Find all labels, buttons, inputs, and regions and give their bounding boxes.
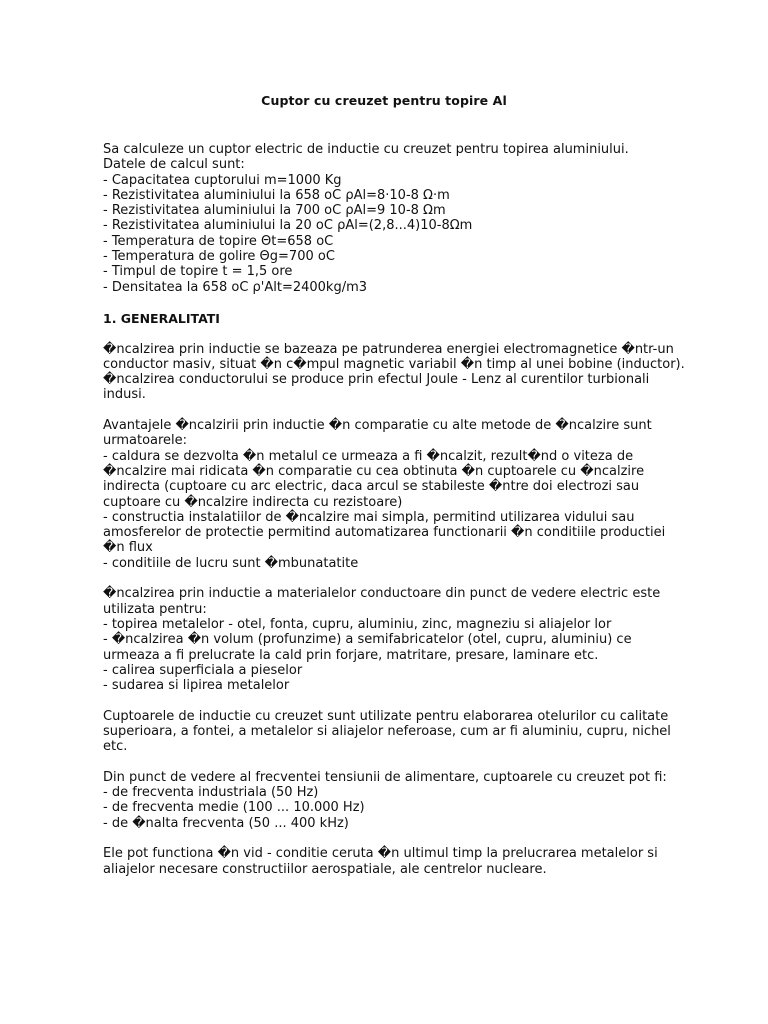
text-line: superioara, a fontei, a metalelor si aliajelor neferoase, cum ar fi aluminiu, cupru, nichel [103, 723, 671, 739]
paragraph [103, 342, 703, 403]
text-line: cuptoare cu �ncalzire indirecta cu rezistoare) [103, 494, 403, 510]
text-line: conductor masiv, situat �n c�mpul magnetic variabil �n timp al unei bobine (inductor). [103, 356, 685, 372]
list-item: - Capacitatea cuptorului m=1000 Kg [103, 172, 342, 188]
text-line: �ncalzire mai ridicata �n comparatie cu cea obtinuta �n cuptoarele cu �ncalzire [103, 463, 645, 479]
paragraph [103, 770, 703, 831]
list-item: - topirea metalelor - otel, fonta, cupru, aluminiu, zinc, magneziu si aliajelor lor [103, 616, 612, 632]
text-line: �ncalzirea prin inductie se bazeaza pe patrunderea energiei electromagnetice �ntr-un [103, 341, 674, 357]
text-line: amosferelor de protectie permitind automatizarea functionarii �n conditiile productiei [103, 525, 666, 541]
text-line: Sa calculeze un cuptor electric de inductie cu creuzet pentru topirea aluminiului. [103, 142, 629, 157]
list-item: - Rezistivitatea aluminiului la 700 oC ρAl=9 10-8 Ωm [103, 203, 446, 219]
list-item: - de frecventa industriala (50 Hz) [103, 785, 319, 801]
text-line: Avantajele �ncalzirii prin inductie �n comparatie cu alte metode de �ncalzire sunt [103, 418, 652, 434]
paragraph [103, 846, 703, 877]
text-line: Din punct de vedere al frecventei tensiunii de alimentare, cuptoarele cu creuzet pot fi: [103, 769, 667, 785]
paragraph [103, 586, 703, 693]
page-title: Cuptor cu creuzet pentru topire Al [261, 93, 507, 108]
list-item: - Timpul de topire t = 1,5 ore [103, 264, 293, 280]
text-line: Cuptoarele de inductie cu creuzet sunt utilizate pentru elaborarea otelurilor cu calitate [103, 708, 669, 724]
text-line: �ncalzirea prin inductie a materialelor conductoare din punct de vedere electric este [103, 586, 661, 602]
list-item: - constructia instalatiilor de �ncalzire mai simpla, permitind utilizarea vidului sau [103, 509, 635, 525]
list-item: - sudarea si lipirea metalelor [103, 678, 290, 694]
intro-block [103, 142, 703, 295]
paragraph [103, 418, 703, 571]
section-heading: 1. GENERALITATI [103, 310, 220, 326]
list-item: - de �nalta frecventa (50 ... 400 kHz) [103, 815, 349, 831]
list-item: - Temperatura de topire Θt=658 oC [103, 233, 334, 249]
document-body [103, 142, 703, 892]
text-line: Ele pot functiona �n vid - conditie ceruta �n ultimul timp la prelucrarea metalelor si [103, 846, 658, 862]
text-line: indirecta (cuptoare cu arc electric, daca arcul se stabileste �ntre doi electrozi sau [103, 479, 640, 495]
text-line: urmatoarele: [103, 433, 188, 449]
text-line: indusi. [103, 387, 146, 403]
list-item: - �ncalzirea �n volum (profunzime) a semifabricatelor (otel, cupru, aluminiu) ce [103, 632, 632, 648]
text-line: etc. [103, 739, 128, 755]
paragraph [103, 709, 703, 755]
text-line: Datele de calcul sunt: [103, 157, 245, 173]
list-item: - de frecventa medie (100 ... 10.000 Hz) [103, 800, 365, 816]
list-item: - Rezistivitatea aluminiului la 658 oC ρAl=8·10-8 Ω·m [103, 187, 450, 203]
list-item: - caldura se dezvolta �n metalul ce urmeaza a fi �ncalzit, rezult�nd o viteza de [103, 448, 634, 464]
text-line: aliajelor necesare constructiilor aerospatiale, ale centrelor nucleare. [103, 861, 547, 877]
list-item: - calirea superficiala a pieselor [103, 662, 303, 678]
list-item: - Densitatea la 658 oC ρ'Alt=2400kg/m3 [103, 279, 368, 295]
text-line: �n flux [103, 540, 153, 556]
list-item: - conditiile de lucru sunt �mbunatatite [103, 555, 359, 571]
text-line: �ncalzirea conductorului se produce prin efectul Joule - Lenz al curentilor turbionali [103, 372, 650, 388]
text-line: utilizata pentru: [103, 601, 207, 617]
list-item: - Rezistivitatea aluminiului la 20 oC ρAl=(2,8...4)10-8Ωm [103, 218, 473, 234]
text-line: urmeaza a fi prelucrate la cald prin forjare, matritare, presare, laminare etc. [103, 647, 599, 663]
list-item: - Temperatura de golire Θg=700 oC [103, 249, 335, 265]
